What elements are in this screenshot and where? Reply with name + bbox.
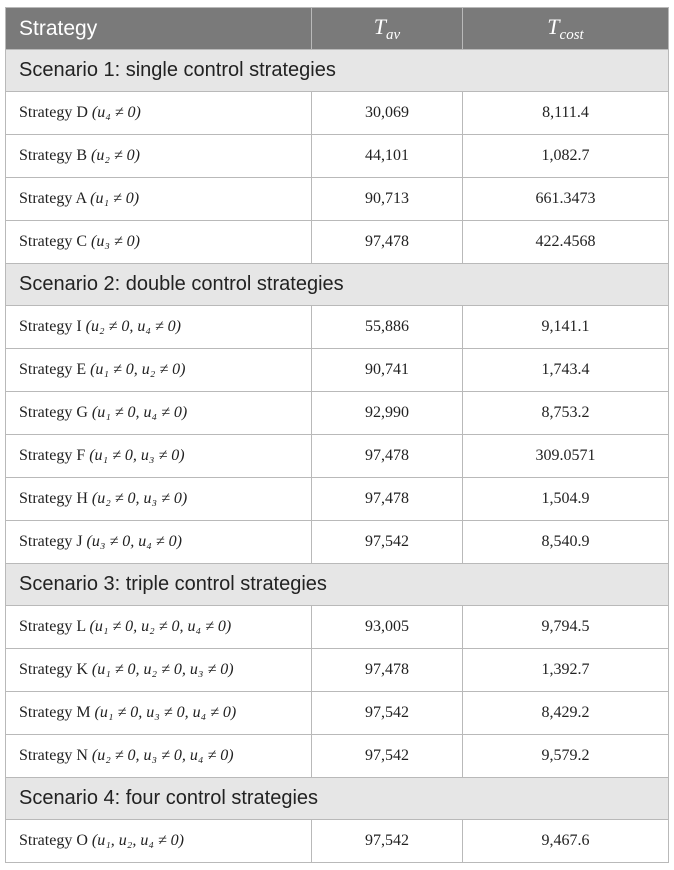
tav-cell: 97,478: [312, 221, 463, 264]
tav-cell: 55,886: [312, 306, 463, 349]
table-row: [6, 735, 669, 778]
header-tcost-sub: cost: [559, 26, 584, 43]
strategy-name: Strategy E: [19, 361, 87, 378]
strategy-cell: [6, 135, 312, 178]
tcost-cell: 1,504.9: [463, 478, 669, 521]
strategy-condition: (u₂ ≠ 0, u₄ ≠ 0): [85, 318, 181, 335]
tcost-cell: 9,141.1: [463, 306, 669, 349]
table-row: [6, 135, 669, 178]
table-row: [6, 435, 669, 478]
strategy-condition: (u₂ ≠ 0): [91, 147, 140, 164]
strategy-cell: [6, 349, 312, 392]
scenario-row: [6, 264, 669, 306]
strategy-name: Strategy B: [19, 147, 87, 164]
table-row: [6, 649, 669, 692]
strategy-condition: (u₁ ≠ 0, u₂ ≠ 0): [90, 361, 186, 378]
strategy-condition: (u₃ ≠ 0): [91, 233, 140, 250]
tav-cell: 92,990: [312, 392, 463, 435]
table-header: [6, 8, 669, 50]
tcost-cell: 8,540.9: [463, 521, 669, 564]
strategy-condition: (u₄ ≠ 0): [91, 104, 141, 121]
table-row: [6, 392, 669, 435]
strategy-condition: (u₁ ≠ 0, u₂ ≠ 0, u₃ ≠ 0): [91, 661, 234, 678]
header-tcost-base: T: [547, 13, 560, 39]
strategy-name: Strategy I: [19, 318, 82, 335]
tcost-cell: 309.0571: [463, 435, 669, 478]
strategy-cell: [6, 606, 312, 649]
tav-cell: 90,741: [312, 349, 463, 392]
tav-cell: 97,542: [312, 521, 463, 564]
header-tcost: [463, 8, 669, 50]
tcost-cell: 1,082.7: [463, 135, 669, 178]
tcost-cell: 9,467.6: [463, 820, 669, 863]
scenario-title: Scenario 4: four control strategies: [6, 778, 669, 820]
strategy-cell: [6, 820, 312, 863]
header-tav: [312, 8, 463, 50]
tcost-cell: 422.4568: [463, 221, 669, 264]
tav-cell: 44,101: [312, 135, 463, 178]
strategy-cell: [6, 478, 312, 521]
strategy-cell: [6, 692, 312, 735]
strategy-cell: [6, 435, 312, 478]
strategy-name: Strategy H: [19, 490, 88, 507]
tav-cell: 97,542: [312, 735, 463, 778]
tcost-cell: 1,743.4: [463, 349, 669, 392]
scenario-row: [6, 50, 669, 92]
strategy-name: Strategy L: [19, 618, 86, 635]
strategy-name: Strategy N: [19, 747, 88, 764]
table-row: [6, 221, 669, 264]
tav-cell: 30,069: [312, 92, 463, 135]
strategy-cell: [6, 221, 312, 264]
tcost-cell: 661.3473: [463, 178, 669, 221]
table-row: [6, 178, 669, 221]
scenario-title: Scenario 3: triple control strategies: [6, 564, 669, 606]
table-row: [6, 521, 669, 564]
strategy-condition: (u₁ ≠ 0, u₃ ≠ 0): [89, 447, 185, 464]
strategy-cell: [6, 178, 312, 221]
strategy-condition: (u₃ ≠ 0, u₄ ≠ 0): [86, 533, 182, 550]
table-row: [6, 478, 669, 521]
scenario-row: [6, 564, 669, 606]
strategy-condition: (u₁, u₂, u₄ ≠ 0): [91, 832, 184, 849]
scenario-row: [6, 778, 669, 820]
strategy-name: Strategy O: [19, 832, 88, 849]
table-row: [6, 306, 669, 349]
tav-cell: 93,005: [312, 606, 463, 649]
tav-cell: 97,478: [312, 649, 463, 692]
strategy-condition: (u₂ ≠ 0, u₃ ≠ 0): [91, 490, 188, 507]
tcost-cell: 9,794.5: [463, 606, 669, 649]
tav-cell: 97,478: [312, 478, 463, 521]
header-tav-sub: av: [386, 26, 401, 43]
strategy-name: Strategy M: [19, 704, 91, 721]
tcost-cell: 8,429.2: [463, 692, 669, 735]
strategy-condition: (u₁ ≠ 0, u₄ ≠ 0): [91, 404, 188, 421]
tav-cell: 97,542: [312, 820, 463, 863]
tcost-cell: 9,579.2: [463, 735, 669, 778]
strategy-cell: [6, 735, 312, 778]
table-body: [6, 50, 669, 863]
table-row: [6, 692, 669, 735]
strategy-name: Strategy D: [19, 104, 88, 121]
header-strategy: Strategy: [6, 8, 312, 50]
strategy-cell: [6, 306, 312, 349]
strategy-cell: [6, 521, 312, 564]
strategy-name: Strategy C: [19, 233, 87, 250]
strategy-condition: (u₁ ≠ 0, u₂ ≠ 0, u₄ ≠ 0): [89, 618, 232, 635]
table-row: [6, 92, 669, 135]
table-row: [6, 606, 669, 649]
strategy-name: Strategy F: [19, 447, 86, 464]
tav-cell: 97,542: [312, 692, 463, 735]
table-row: [6, 820, 669, 863]
header-row: [6, 8, 669, 50]
tcost-cell: 8,753.2: [463, 392, 669, 435]
strategy-condition: (u₁ ≠ 0, u₃ ≠ 0, u₄ ≠ 0): [94, 704, 237, 721]
tav-cell: 97,478: [312, 435, 463, 478]
strategy-table: [5, 7, 669, 863]
strategy-condition: (u₁ ≠ 0): [90, 190, 140, 207]
tav-cell: 90,713: [312, 178, 463, 221]
strategy-cell: [6, 392, 312, 435]
strategy-name: Strategy K: [19, 661, 88, 678]
tcost-cell: 8,111.4: [463, 92, 669, 135]
strategy-condition: (u₂ ≠ 0, u₃ ≠ 0, u₄ ≠ 0): [91, 747, 234, 764]
scenario-title: Scenario 2: double control strategies: [6, 264, 669, 306]
tcost-cell: 1,392.7: [463, 649, 669, 692]
strategy-cell: [6, 92, 312, 135]
table-row: [6, 349, 669, 392]
strategy-cell: [6, 649, 312, 692]
header-tav-base: T: [373, 13, 387, 39]
scenario-title: Scenario 1: single control strategies: [6, 50, 669, 92]
strategy-name: Strategy A: [19, 190, 87, 207]
strategy-name: Strategy G: [19, 404, 88, 421]
strategy-name: Strategy J: [19, 533, 83, 550]
